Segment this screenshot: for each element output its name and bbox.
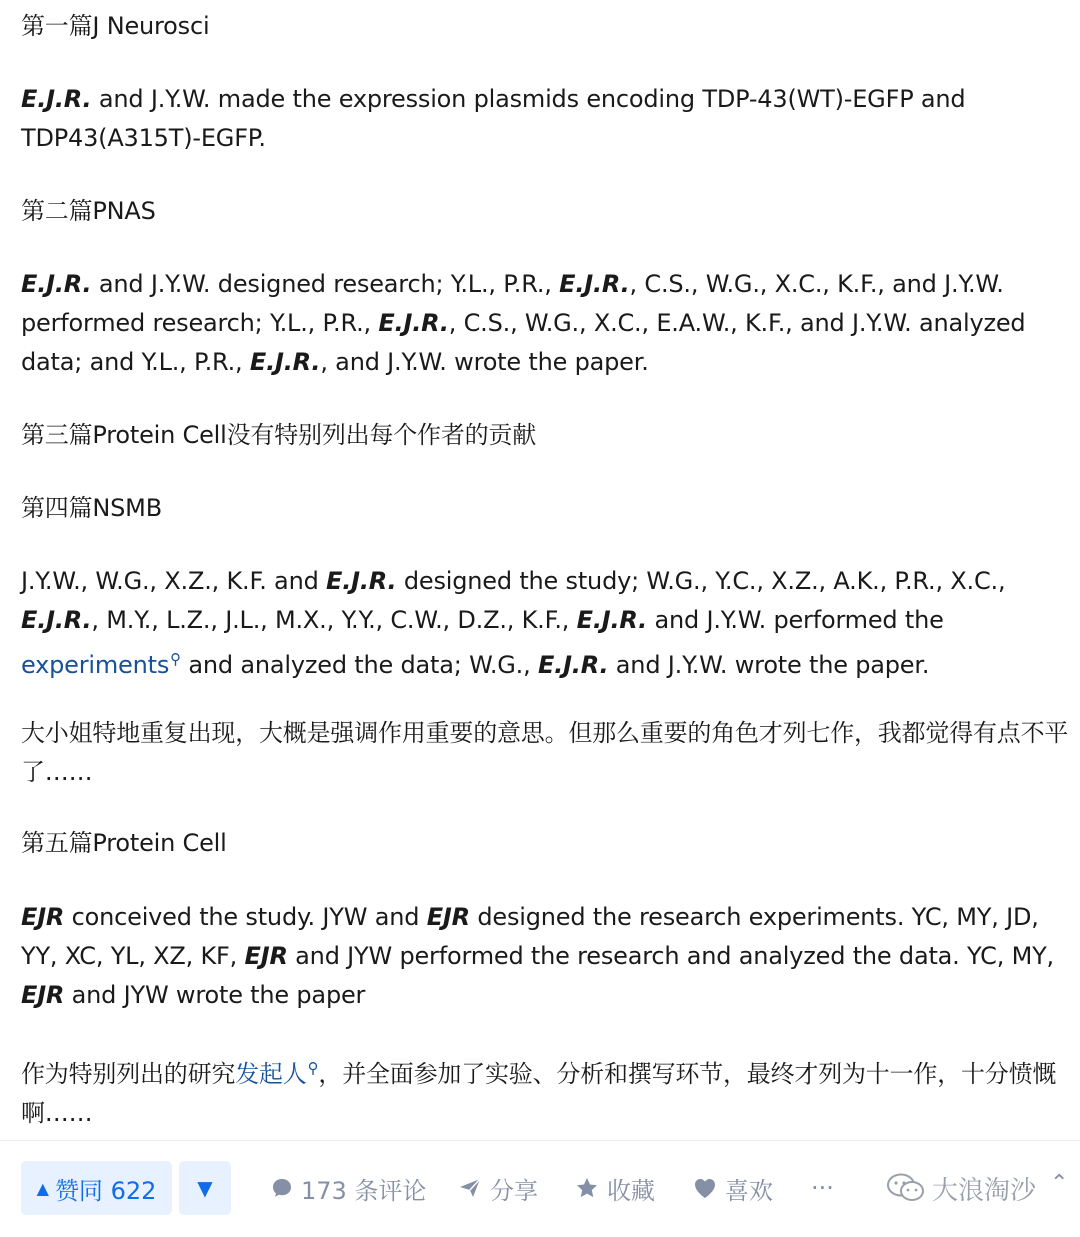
watermark-text: 大浪淘沙 bbox=[932, 1175, 1037, 1206]
like-button[interactable] bbox=[693, 1161, 773, 1215]
paragraph-10: EJR conceived the study. JYW and EJR designed the research experiments. YC, MY, JD, YY, XC, YL, XZ, KF, EJR and JYW performed the research and analyzed the data. YC, MY, EJR and JYW wrote the paper bbox=[21, 903, 1054, 1009]
triangle-down-icon: ▼ bbox=[197, 1176, 213, 1200]
heart-icon bbox=[693, 1177, 717, 1199]
paragraph-3: 第二篇PNAS bbox=[21, 197, 156, 225]
vote-up-button[interactable] bbox=[21, 1161, 172, 1215]
share-label: 分享 bbox=[490, 1176, 538, 1205]
triangle-up-icon: ▲ bbox=[36, 1178, 49, 1198]
comment-icon bbox=[271, 1177, 293, 1199]
paragraph-11: 作为特别列出的研究发起人⚲，并全面参加了实验、分析和撰写环节，最终才列为十一作，十分愤慨啊…… bbox=[21, 1059, 1057, 1127]
paragraph-8: 大小姐特地重复出现，大概是强调作用重要的意思。但那么重要的角色才列七作，我都觉得有点不平了…… bbox=[21, 719, 1069, 786]
vote-down-button[interactable] bbox=[179, 1161, 231, 1215]
share-button[interactable] bbox=[458, 1161, 538, 1215]
paragraph-5: 第三篇Protein Cell没有特别列出每个作者的贡献 bbox=[21, 421, 537, 449]
initiator-link[interactable]: 发起人 bbox=[235, 1060, 307, 1088]
collect-label: 收藏 bbox=[607, 1176, 655, 1205]
action-bar bbox=[0, 1140, 1080, 1237]
paragraph-6: 第四篇NSMB bbox=[21, 494, 162, 522]
paragraph-7: J.Y.W., W.G., X.Z., K.F. and E.J.R. designed the study; W.G., Y.C., X.Z., A.K., P.R., X.C., E.J.R., M.Y., L.Z., J.L., M.X., Y.Y., C.W., D.Z., K.F., E.J.R. and J.Y.W. performed the experiments⚲ and analyzed the data; W.G., E.J.R. and J.Y.W. wrote the paper. bbox=[21, 567, 1006, 679]
paper-plane-icon bbox=[458, 1177, 482, 1199]
search-icon[interactable]: ⚲ bbox=[307, 1059, 319, 1077]
chevron-up-icon[interactable]: ⌃ bbox=[1050, 1171, 1069, 1196]
comments-label: 173 条评论 bbox=[301, 1176, 427, 1205]
star-icon bbox=[575, 1176, 599, 1200]
vote-up-label: 赞同 622 bbox=[54, 1176, 157, 1205]
collect-button[interactable] bbox=[575, 1161, 655, 1215]
paragraph-9: 第五篇Protein Cell bbox=[21, 829, 227, 857]
paragraph-4: E.J.R. and J.Y.W. designed research; Y.L., P.R., E.J.R., C.S., W.G., X.C., K.F., and J.Y.W. performed research; Y.L., P.R., E.J.R., C.S., W.G., X.C., E.A.W., K.F., and J.Y.W. analyzed data; and Y.L., P.R., E.J.R., and J.Y.W. wrote the paper. bbox=[21, 270, 1026, 376]
wechat-icon bbox=[886, 1172, 926, 1204]
like-label: 喜欢 bbox=[725, 1176, 773, 1205]
more-button[interactable] bbox=[811, 1161, 834, 1215]
bold-author: E.J.R. bbox=[21, 85, 92, 113]
paragraph-2: E.J.R. and J.Y.W. made the expression plasmids encoding TDP-43(WT)-EGFP and TDP43(A315T)-EGFP. bbox=[21, 85, 966, 152]
search-icon[interactable]: ⚲ bbox=[170, 650, 181, 668]
experiments-link[interactable]: experiments bbox=[21, 651, 170, 679]
paragraph-1: 第一篇J Neurosci bbox=[21, 12, 210, 40]
comments-button[interactable] bbox=[271, 1161, 426, 1215]
more-icon: ··· bbox=[811, 1174, 834, 1202]
wechat-watermark bbox=[886, 1165, 1036, 1211]
